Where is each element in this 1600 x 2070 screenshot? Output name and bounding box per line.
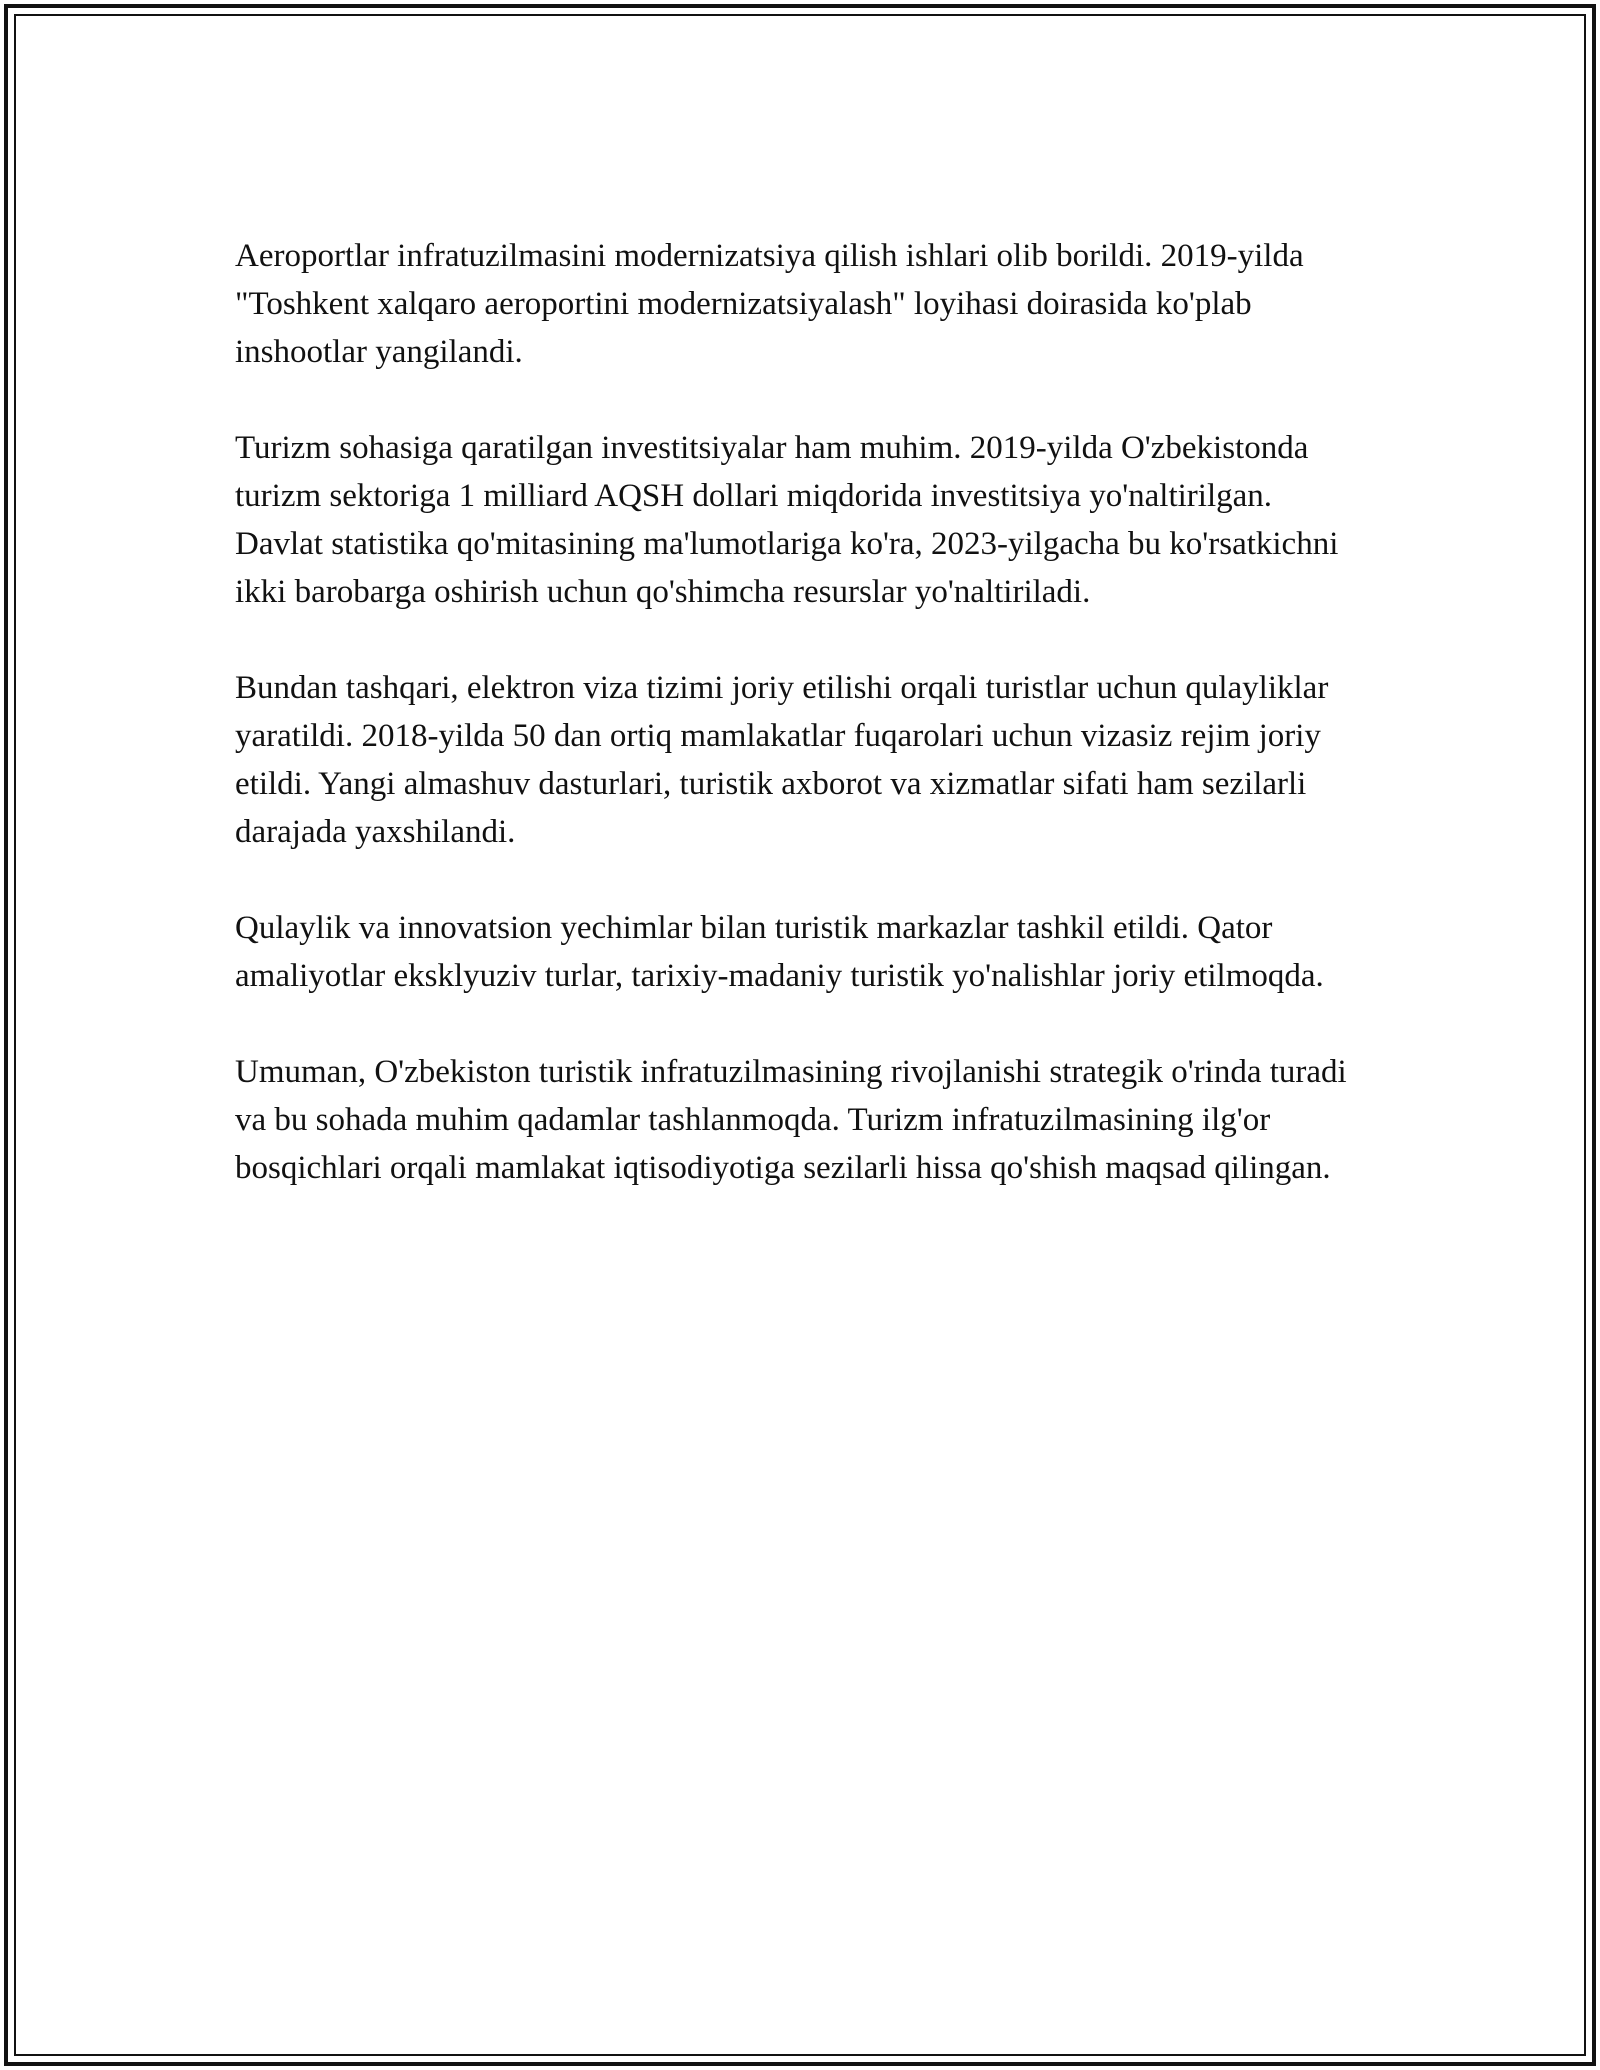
paragraph-tourist-centers: Qulaylik va innovatsion yechimlar bilan turistik markazlar tashkil etildi. Qator amaliyotlar eksklyuziv turlar, tarixiy-madaniy turistik yo'nalishlar joriy etilmoqda. (235, 910, 1324, 994)
paragraph-conclusion: Umuman, O'zbekiston turistik infratuzilmasining rivojlanishi strategik o'rinda turadi va bu sohada muhim qadamlar tashlanmoqda. Turizm infratuzilmasining ilg'or bosqichlari orqali mamlakat iqtisodiyotiga sezilarli hissa qo'shish maqsad qilingan. (235, 1054, 1347, 1186)
document-body (235, 232, 1365, 1192)
paragraph-tourism-investment: Turizm sohasiga qaratilgan investitsiyalar ham muhim. 2019-yilda O'zbekistonda turizm sektoriga 1 milliard AQSH dollari miqdorida investitsiya yo'naltirilgan. Davlat statistika qo'mitasining ma'lumotlariga ko'ra, 2023-yilgacha bu ko'rsatkichni ikki barobarga oshirish uchun qo'shimcha resurslar yo'naltiriladi. (235, 430, 1339, 610)
paragraph-airport-modernization: Aeroportlar infratuzilmasini modernizatsiya qilish ishlari olib borildi. 2019-yilda "Toshkent xalqaro aeroportini modernizatsiyalash" loyihasi doirasida ko'plab inshootlar yangilandi. (235, 238, 1304, 370)
paragraph-electronic-visa: Bundan tashqari, elektron viza tizimi joriy etilishi orqali turistlar uchun qulayliklar yaratildi. 2018-yilda 50 dan ortiq mamlakatlar fuqarolari uchun vizasiz rejim joriy etildi. Yangi almashuv dasturlari, turistik axborot va xizmatlar sifati ham sezilarli darajada yaxshilandi. (235, 670, 1329, 850)
